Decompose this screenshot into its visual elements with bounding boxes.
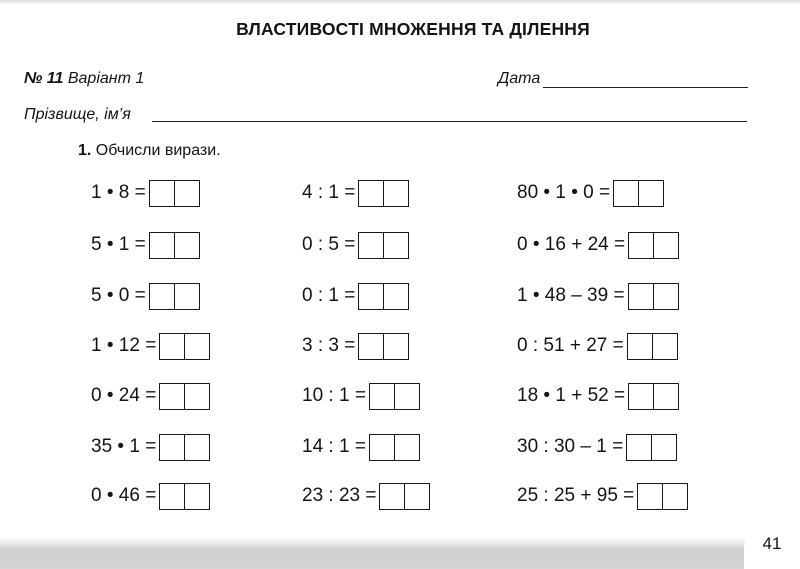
answer-digit-cell[interactable]: [653, 233, 678, 258]
expression-item: [302, 432, 420, 462]
answer-box[interactable]: [149, 283, 200, 310]
answer-digit-cell[interactable]: [629, 233, 653, 258]
answer-digit-cell[interactable]: [150, 284, 174, 309]
answer-digit-cell[interactable]: [383, 334, 408, 359]
answer-digit-cell[interactable]: [150, 233, 174, 258]
bottom-page-band: [0, 537, 800, 569]
answer-box[interactable]: [358, 180, 409, 207]
expression-text: 30 : 30 – 1 =: [517, 436, 624, 457]
expression-item: [91, 178, 200, 208]
answer-digit-cell[interactable]: [627, 435, 651, 460]
answer-digit-cell[interactable]: [629, 284, 653, 309]
answer-box[interactable]: [626, 434, 677, 461]
expression-text: 1 • 8 =: [91, 182, 146, 203]
date-field[interactable]: [543, 87, 748, 88]
expression-text: 14 : 1 =: [302, 436, 366, 457]
expression-text: 0 : 1 =: [302, 285, 356, 306]
expression-text: 18 • 1 + 52 =: [517, 385, 626, 406]
variant-label: Варіант 1: [67, 70, 145, 87]
expression-text: 0 : 51 + 27 =: [517, 335, 624, 356]
expression-text: 5 • 1 =: [91, 234, 146, 255]
answer-box[interactable]: [369, 434, 420, 461]
expression-text: 10 : 1 =: [302, 385, 366, 406]
expression-item: [302, 481, 430, 511]
worksheet-number: № 11: [24, 70, 64, 87]
expression-item: [91, 331, 210, 361]
expression-item: [517, 432, 677, 462]
answer-digit-cell[interactable]: [359, 284, 383, 309]
name-label: Прізвище, ім’я: [24, 106, 131, 123]
expression-text: 5 • 0 =: [91, 285, 146, 306]
answer-digit-cell[interactable]: [614, 181, 638, 206]
answer-box[interactable]: [159, 383, 210, 410]
expression-item: [517, 331, 678, 361]
expression-text: 0 : 5 =: [302, 234, 356, 255]
answer-digit-cell[interactable]: [184, 484, 209, 509]
answer-box[interactable]: [628, 383, 679, 410]
expression-item: [91, 432, 210, 462]
answer-digit-cell[interactable]: [662, 484, 687, 509]
task-heading: [78, 142, 221, 160]
expression-text: 0 • 46 =: [91, 485, 157, 506]
expression-text: 3 : 3 =: [302, 335, 356, 356]
answer-digit-cell[interactable]: [380, 484, 404, 509]
answer-digit-cell[interactable]: [653, 284, 678, 309]
answer-digit-cell[interactable]: [370, 435, 394, 460]
expression-text: 1 • 12 =: [91, 335, 157, 356]
expression-item: [302, 381, 420, 411]
expression-item: [91, 281, 200, 311]
answer-box[interactable]: [379, 483, 430, 510]
expression-text: 80 • 1 • 0 =: [517, 182, 611, 203]
expression-text: 25 : 25 + 95 =: [517, 485, 635, 506]
answer-digit-cell[interactable]: [394, 384, 419, 409]
answer-box[interactable]: [369, 383, 420, 410]
expression-text: 4 : 1 =: [302, 182, 356, 203]
answer-digit-cell[interactable]: [628, 334, 652, 359]
answer-digit-cell[interactable]: [394, 435, 419, 460]
answer-box[interactable]: [159, 434, 210, 461]
expression-item: [517, 230, 679, 260]
expression-text: 0 • 24 =: [91, 385, 157, 406]
task-number: 1.: [78, 142, 92, 159]
expression-item: [302, 230, 409, 260]
answer-digit-cell[interactable]: [184, 334, 209, 359]
answer-box[interactable]: [613, 180, 664, 207]
answer-box[interactable]: [628, 283, 679, 310]
answer-box[interactable]: [637, 483, 688, 510]
expression-item: [517, 281, 679, 311]
answer-box[interactable]: [159, 483, 210, 510]
answer-digit-cell[interactable]: [150, 181, 174, 206]
answer-digit-cell[interactable]: [383, 181, 408, 206]
answer-digit-cell[interactable]: [160, 384, 184, 409]
answer-digit-cell[interactable]: [184, 384, 209, 409]
expression-text: 35 • 1 =: [91, 436, 157, 457]
answer-digit-cell[interactable]: [383, 233, 408, 258]
answer-digit-cell[interactable]: [653, 384, 678, 409]
answer-digit-cell[interactable]: [629, 384, 653, 409]
answer-digit-cell[interactable]: [359, 233, 383, 258]
answer-digit-cell[interactable]: [359, 334, 383, 359]
answer-box[interactable]: [159, 333, 210, 360]
top-edge-shadow: [0, 0, 800, 4]
expression-item: [517, 178, 664, 208]
name-field[interactable]: [152, 121, 747, 122]
date-label: Дата: [498, 70, 541, 87]
answer-digit-cell[interactable]: [160, 484, 184, 509]
answer-digit-cell[interactable]: [638, 484, 662, 509]
answer-digit-cell[interactable]: [370, 384, 394, 409]
answer-box[interactable]: [358, 333, 409, 360]
answer-box[interactable]: [628, 232, 679, 259]
expression-item: [517, 481, 688, 511]
answer-box[interactable]: [358, 232, 409, 259]
worksheet-number-line: [24, 70, 144, 88]
answer-digit-cell[interactable]: [174, 181, 199, 206]
task-instruction: Обчисли вирази.: [95, 142, 221, 159]
answer-digit-cell[interactable]: [174, 233, 199, 258]
answer-box[interactable]: [149, 232, 200, 259]
expression-item: [302, 281, 409, 311]
expression-item: [302, 178, 409, 208]
answer-box[interactable]: [149, 180, 200, 207]
page-number: 41: [744, 524, 800, 569]
answer-digit-cell[interactable]: [404, 484, 429, 509]
answer-digit-cell[interactable]: [651, 435, 676, 460]
answer-digit-cell[interactable]: [184, 435, 209, 460]
expression-text: 1 • 48 – 39 =: [517, 285, 625, 306]
expression-item: [91, 230, 200, 260]
answer-box[interactable]: [627, 333, 678, 360]
expression-item: [91, 381, 210, 411]
expression-text: 23 : 23 =: [302, 485, 377, 506]
answer-digit-cell[interactable]: [652, 334, 677, 359]
page-title: ВЛАСТИВОСТІ МНОЖЕННЯ ТА ДІЛЕННЯ: [236, 19, 590, 39]
answer-digit-cell[interactable]: [638, 181, 663, 206]
answer-digit-cell[interactable]: [160, 334, 184, 359]
expression-text: 0 • 16 + 24 =: [517, 234, 626, 255]
answer-digit-cell[interactable]: [359, 181, 383, 206]
answer-box[interactable]: [358, 283, 409, 310]
answer-digit-cell[interactable]: [174, 284, 199, 309]
expression-item: [517, 381, 679, 411]
expression-item: [302, 331, 409, 361]
answer-digit-cell[interactable]: [383, 284, 408, 309]
answer-digit-cell[interactable]: [160, 435, 184, 460]
expression-item: [91, 481, 210, 511]
